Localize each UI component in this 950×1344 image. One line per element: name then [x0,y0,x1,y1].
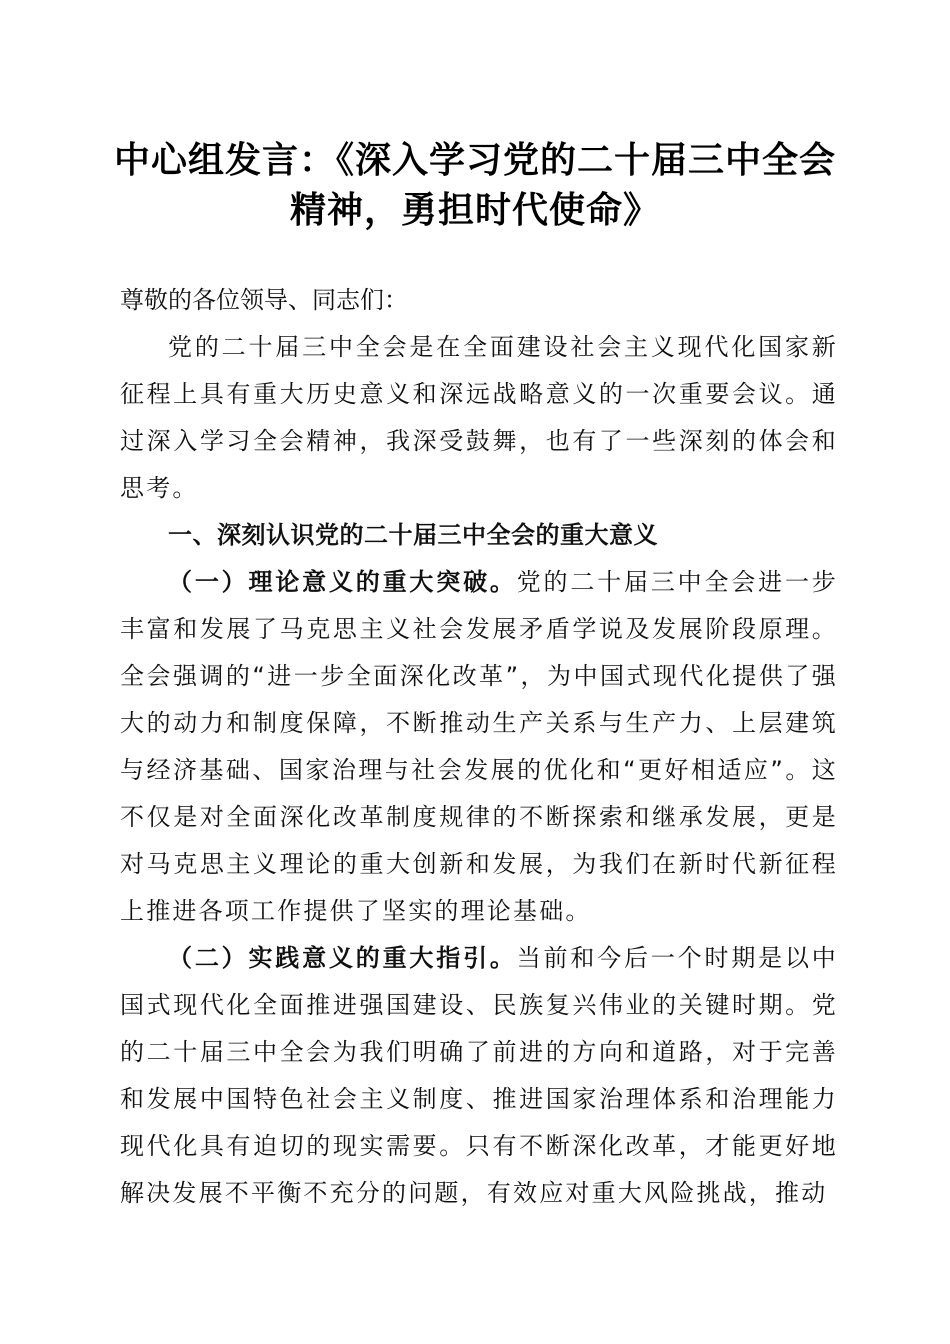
title-line-2: 精神，勇担时代使命》 [289,189,660,231]
intro-paragraph: 党的二十届三中全会是在全面建设社会主义现代化国家新征程上具有重大历史意义和深远战略意义的一次重要会议。通过深入学习全会精神，我深受鼓舞，也有了一些深刻的体会和思考。 [120,333,838,502]
salutation: 尊敬的各位领导、同志们： [120,286,408,314]
subsection-2-paragraph [120,935,838,1217]
document-title [100,135,850,235]
subsection-2-text: 当前和今后一个时期是以中国式现代化全面推进强国建设、民族复兴伟业的关键时期。党的二十届三中全会为我们明确了前进的方向和道路，对于完善和发展中国特色社会主义制度、推进国家治理体系和治理能力现代化具有迫切的现实需要。只有不断深化改革，才能更好地解决发展不平衡不充分的问题，有效应对重大风险挑战，推动 [120,944,838,1207]
subsection-1-text: 党的二十届三中全会进一步丰富和发展了马克思主义社会发展矛盾学说及发展阶段原理。全会强调的“进一步全面深化改革”，为中国式现代化提供了强大的动力和制度保障，不断推动生产关系与生产力、上层建筑与经济基础、国家治理与社会发展的优化和“更好相适应”。这不仅是对全面深化改革制度规律的不断探索和继承发展，更是对马克思主义理论的重大创新和发展，为我们在新时代新征程上推进各项工作提供了坚实的理论基础。 [120,568,838,925]
section-1-heading: 一、深刻认识党的二十届三中全会的重大意义 [168,521,658,549]
document-body [120,277,838,1217]
title-line-1: 中心组发言：《深入学习党的二十届三中全会 [113,139,836,181]
subsection-1-label: （一）理论意义的重大突破。 [168,568,517,596]
subsection-1-paragraph [120,559,838,935]
subsection-2-label: （二）实践意义的重大指引。 [168,944,517,972]
